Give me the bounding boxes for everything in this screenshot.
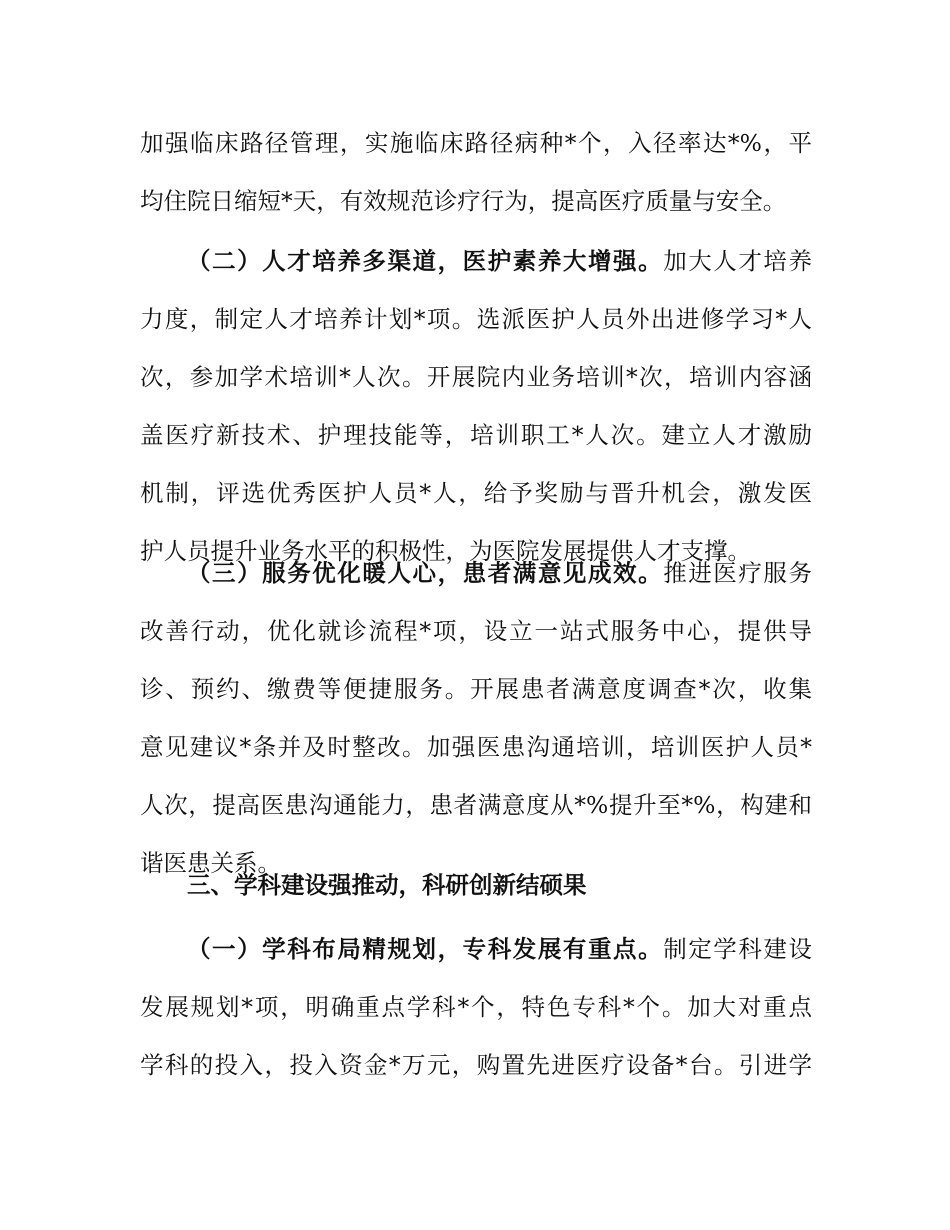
section-heading: 三、学科建设强推动，科研创新结硕果 xyxy=(187,871,587,899)
text-line: 均住院日缩短*天，有效规范诊疗行为，提高医疗质量与安全。 xyxy=(140,187,787,215)
text-line xyxy=(140,232,812,290)
text-line: 发展规划*项，明确重点学科*个，特色专科*个。加大对重点 xyxy=(140,993,812,1021)
paragraph-service-optimization xyxy=(140,544,812,892)
text-line: 护人员提升业务水平的积极性，为医院发展提供人才支撑。 xyxy=(140,537,751,565)
text-line: 改善行动，优化就诊流程*项，设立一站式服务中心，提供导 xyxy=(140,617,812,645)
text-line: 意见建议*条并及时整改。加强医患沟通培训，培训医护人员* xyxy=(140,733,812,761)
paragraph-lead-heading: （一）学科布局精规划，专科发展有重点。 xyxy=(187,935,664,963)
text-line: 学科的投入，投入资金*万元，购置先进医疗设备*台。引进学 xyxy=(140,1051,812,1079)
text-line: 谐医患关系。 xyxy=(140,849,281,877)
text-line xyxy=(140,920,812,978)
text-line: 机制，评选优秀医护人员*人，给予奖励与晋升机会，激发医 xyxy=(140,479,812,507)
text-line: 诊、预约、缴费等便捷服务。开展患者满意度调查*次，收集 xyxy=(140,675,812,703)
text-line: 盖医疗新技术、护理技能等，培训职工*人次。建立人才激励 xyxy=(140,421,812,449)
text-run: 制定学科建设 xyxy=(663,935,812,963)
paragraph-discipline-layout xyxy=(140,920,812,1094)
text-run: 推进医疗服务 xyxy=(663,559,812,587)
text-line: 力度，制定人才培养计划*项。选派医护人员外出进修学习*人 xyxy=(140,305,812,333)
paragraph-talent-training xyxy=(140,232,812,580)
section-heading-block xyxy=(140,856,812,914)
text-run: 加大人才培养 xyxy=(663,247,812,275)
text-line: 加强临床路径管理，实施临床路径病种*个，入径率达*%，平 xyxy=(140,129,812,157)
text-line xyxy=(140,544,812,602)
paragraph-lead-heading: （三）服务优化暖人心，患者满意见成效。 xyxy=(187,559,664,587)
paragraph-clinical-pathway xyxy=(140,114,812,230)
paragraph-lead-heading: （二）人才培养多渠道，医护素养大增强。 xyxy=(187,247,664,275)
text-line: 人次，提高医患沟通能力，患者满意度从*%提升至*%，构建和 xyxy=(140,791,812,819)
text-line: 次，参加学术培训*人次。开展院内业务培训*次，培训内容涵 xyxy=(140,363,812,391)
